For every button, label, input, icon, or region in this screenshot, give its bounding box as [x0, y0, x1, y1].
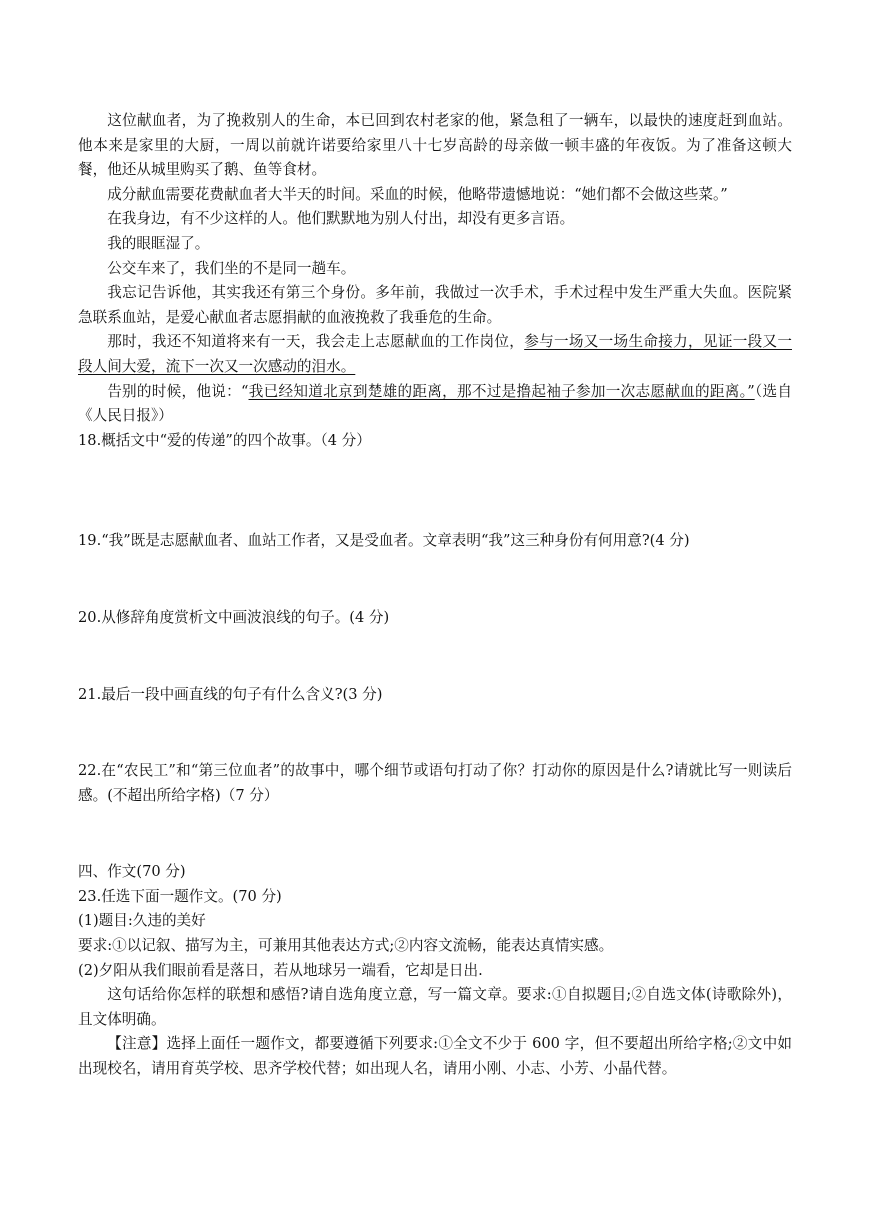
answer-space[interactable]: [78, 453, 792, 529]
question-19: 19.“我”既是志愿献血者、血站工作者，又是受血者。文章表明“我”这三种身份有何用意?(4 分): [78, 532, 690, 550]
question-23: 23.任选下面一题作文。(70 分): [78, 887, 282, 905]
note-text: 选择上面任一题作文，都要遵循下列要求:①全文不少于 600 字，但不要超出所给字格;②文中如出现校名，请用育英学校、思齐学校代替；如出现人名，请用小刚、小志、小芳、小晶代替。: [78, 1035, 792, 1078]
answer-space[interactable]: [78, 554, 792, 606]
passage-paragraph-wavy: [78, 330, 792, 379]
passage-text: 告别的时候，他说：“: [107, 382, 249, 400]
answer-space[interactable]: [78, 707, 792, 759]
passage-paragraph: 我忘记告诉他，其实我还有第三个身份。多年前，我做过一次手术，手术过程中发生严重大失血。医院紧急联系血站，是爱心献血者志愿捐献的血液挽救了我垂危的生命。: [78, 284, 792, 326]
composition-section: [78, 860, 792, 1081]
section-title: 四、作文(70 分): [78, 863, 186, 881]
passage-paragraph: 成分献血需要花费献血者大半天的时间。采血的时候，他略带遗憾地说：“她们都不会做这些菜。”: [107, 185, 728, 203]
question-22: 22.在“农民工”和“第三位血者”的故事中，哪个细节或语句打动了你？打动你的原因是什么?请就比写一则读后感。(不超出所给字格)（7 分）: [78, 762, 792, 804]
option-1-requirements: 要求:①以记叙、描写为主，可兼用其他表达方式;②内容文流畅，能表达真情实感。: [78, 937, 614, 955]
option-1-title: (1)题目:久违的美好: [78, 912, 206, 930]
answer-space[interactable]: [78, 808, 792, 860]
questions: [78, 429, 792, 861]
option-2-prompt: 这句话给你怎样的联想和感悟?请自选角度立意，写一篇文章。要求:①自拟题目;②自选文体(诗歌除外)，且文体明确。: [78, 986, 792, 1028]
exam-page-content: [78, 109, 792, 1082]
wavy-underlined-sentence: 参与一场又一场生命接力，见证一段又一段人间大爱，流下一次又一次感动的泪水。: [78, 333, 792, 375]
straight-underlined-sentence: 我已经知道北京到楚雄的距离，那不过是撸起袖子参加一次志愿献血的距离。”: [248, 382, 755, 400]
reading-passage: [78, 109, 792, 429]
source-citation: （选自《人民日报》）: [78, 382, 792, 425]
composition-note: [78, 1032, 792, 1081]
note-label: 【注意】: [107, 1035, 167, 1053]
option-2-title: (2)夕阳从我们眼前看是落日，若从地球另一端看，它却是日出.: [78, 961, 483, 979]
passage-paragraph: 这位献血者，为了挽救别人的生命，本已回到农村老家的他，紧急租了一辆车，以最快的速度赶到血站。他本来是家里的大厨，一周以前就许诺要给家里八十七岁高龄的母亲做一顿丰盛的年夜饭。为了准备这顿大餐，他还从城里购买了鹅、鱼等食材。: [78, 112, 792, 179]
passage-text: 那时，我还不知道将来有一天，我会走上志愿献血的工作岗位，: [107, 333, 525, 351]
question-21: 21.最后一段中画直线的句子有什么含义?(3 分): [78, 685, 383, 703]
passage-paragraph: 在我身边，有不少这样的人。他们默默地为别人付出，却没有更多言语。: [107, 210, 575, 228]
answer-space[interactable]: [78, 631, 792, 683]
question-20: 20.从修辞角度赏析文中画波浪线的句子。(4 分): [78, 608, 390, 626]
question-18: 18.概括文中“爱的传递”的四个故事。（4 分）: [78, 431, 371, 449]
passage-paragraph: 我的眼眶湿了。: [107, 234, 210, 252]
passage-paragraph-final: [78, 380, 792, 429]
passage-paragraph: 公交车来了，我们坐的不是同一趟车。: [107, 259, 356, 277]
